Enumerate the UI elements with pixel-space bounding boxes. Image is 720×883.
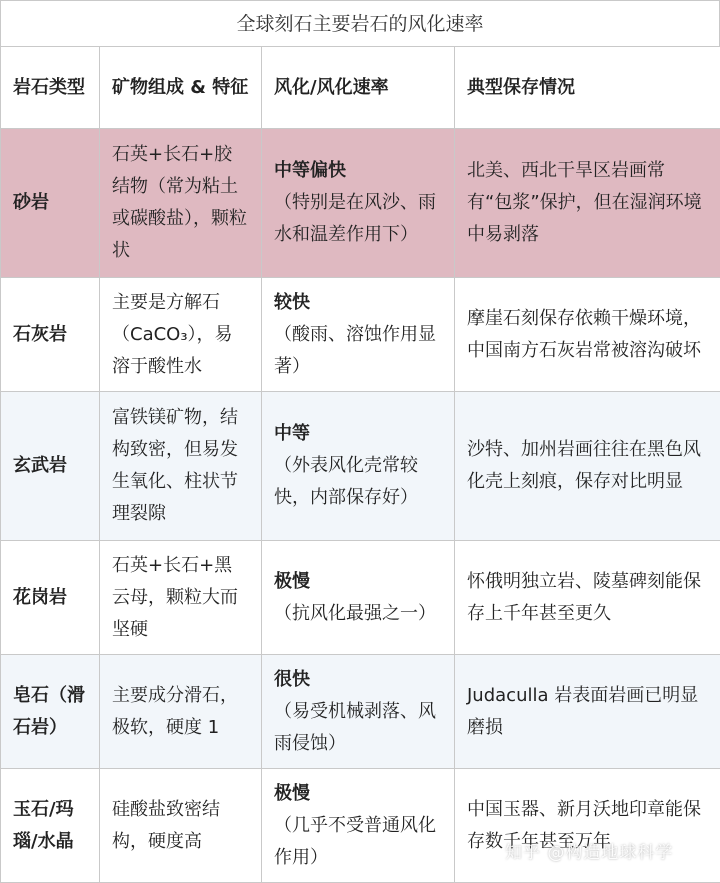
rate-note: （易受机械剥落、风雨侵蚀） [274, 696, 442, 760]
rate-note: （外表风化壳常较快，内部保存好） [274, 450, 442, 514]
rate-value: 极慢 [274, 778, 442, 810]
rock-type-cell: 皂石（滑石岩） [1, 655, 100, 769]
rate-note: （抗风化最强之一） [274, 598, 442, 630]
composition-cell: 富铁镁矿物，结构致密，但易发生氧化、柱状节理裂隙 [100, 392, 262, 541]
preservation-cell: 怀俄明独立岩、陵墓碑刻能保存上千年甚至更久 [455, 541, 720, 655]
preservation-cell: Judaculla 岩表面岩画已明显磨损 [455, 655, 720, 769]
table-row [1, 392, 720, 541]
rate-value: 中等偏快 [274, 155, 442, 187]
rock-type-cell: 玉石/玛瑙/水晶 [1, 769, 100, 883]
rate-note: （酸雨、溶蚀作用显著） [274, 319, 442, 383]
rate-cell [262, 278, 455, 392]
composition-cell: 硅酸盐致密结构，硬度高 [100, 769, 262, 883]
rate-cell [262, 392, 455, 541]
table-row [1, 278, 720, 392]
header-row [1, 47, 720, 129]
rate-value: 中等 [274, 418, 442, 450]
composition-cell: 石英+长石+胶结物（常为粘土或碳酸盐），颗粒状 [100, 129, 262, 278]
rock-type-cell: 玄武岩 [1, 392, 100, 541]
weathering-table [0, 46, 720, 883]
composition-cell: 主要是方解石（CaCO₃），易溶于酸性水 [100, 278, 262, 392]
header-composition: 矿物组成 & 特征 [100, 47, 262, 129]
header-rock-type: 岩石类型 [1, 47, 100, 129]
composition-cell: 石英+长石+黑云母，颗粒大而坚硬 [100, 541, 262, 655]
preservation-cell: 摩崖石刻保存依赖干燥环境，中国南方石灰岩常被溶沟破坏 [455, 278, 720, 392]
rate-note: （几乎不受普通风化作用） [274, 810, 442, 874]
preservation-cell: 北美、西北干旱区岩画常有“包浆”保护，但在湿润环境中易剥落 [455, 129, 720, 278]
table-row [1, 541, 720, 655]
preservation-cell: 中国玉器、新月沃地印章能保存数千年甚至万年 [455, 769, 720, 883]
rock-type-cell: 花岗岩 [1, 541, 100, 655]
header-preservation: 典型保存情况 [455, 47, 720, 129]
rate-value: 很快 [274, 664, 442, 696]
table-title: 全球刻石主要岩石的风化速率 [0, 0, 720, 46]
rate-value: 极慢 [274, 566, 442, 598]
table-row [1, 655, 720, 769]
rock-type-cell: 砂岩 [1, 129, 100, 278]
preservation-cell: 沙特、加州岩画往往在黑色风化壳上刻痕，保存对比明显 [455, 392, 720, 541]
rate-cell [262, 655, 455, 769]
rate-note: （特别是在风沙、雨水和温差作用下） [274, 187, 442, 251]
watermark: 知乎 @构造地球科学 [505, 838, 673, 863]
composition-cell: 主要成分滑石，极软，硬度 1 [100, 655, 262, 769]
table-row [1, 129, 720, 278]
rate-value: 较快 [274, 287, 442, 319]
header-weathering-rate: 风化/风化速率 [262, 47, 455, 129]
rate-cell [262, 541, 455, 655]
rate-cell [262, 769, 455, 883]
table-row [1, 769, 720, 883]
rate-cell [262, 129, 455, 278]
rock-type-cell: 石灰岩 [1, 278, 100, 392]
